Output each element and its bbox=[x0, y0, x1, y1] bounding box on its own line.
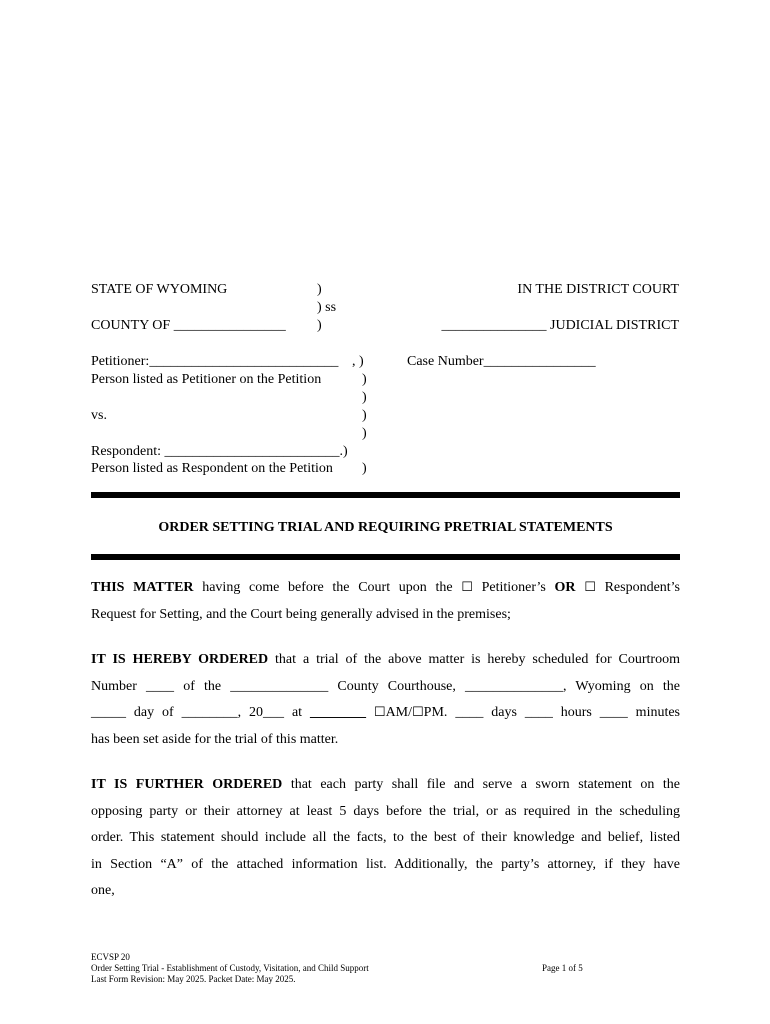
paragraph-line: in Section “A” of the attached information list. Additionally, the party’s attorney, if they have bbox=[91, 856, 680, 872]
bold-lead: IT IS FURTHER ORDERED bbox=[91, 777, 283, 792]
respondent-line bbox=[91, 443, 348, 461]
judicial-district-label: _______________ JUDICIAL DISTRICT bbox=[441, 318, 679, 333]
time-blank: ________ bbox=[309, 705, 366, 720]
text-run: that a trial of the above matter is hereby scheduled for Courtroom bbox=[268, 652, 680, 667]
document-title: ORDER SETTING TRIAL AND REQUIRING PRETRIAL STATEMENTS bbox=[158, 520, 613, 535]
or-bold: OR bbox=[554, 580, 576, 595]
paragraph-line bbox=[91, 772, 680, 799]
caption-paren: ) bbox=[362, 461, 367, 476]
petitioner-line bbox=[91, 353, 338, 371]
footer-page-number: Page 1 of 5 bbox=[542, 963, 583, 973]
bold-lead: IT IS HEREBY ORDERED bbox=[91, 652, 269, 667]
versus-label: vs. bbox=[91, 408, 107, 423]
text-run: Respondent’s bbox=[595, 580, 681, 595]
text-run: PM. ____ days ____ hours ____ minutes bbox=[423, 705, 681, 720]
paragraph-line: order. This statement should include all the facts, to the best of their knowledge and belief, listed bbox=[91, 830, 680, 845]
paragraph-line bbox=[91, 575, 680, 602]
state-label: STATE OF WYOMING bbox=[91, 282, 228, 297]
respondent-note: Person listed as Respondent on the Petition bbox=[91, 461, 333, 476]
paragraph-hereby-ordered bbox=[91, 647, 680, 753]
title-rule-bottom bbox=[91, 554, 680, 560]
text-run: that each party shall file and serve a sworn statement on the bbox=[282, 777, 680, 792]
petitioner-label: Petitioner: bbox=[91, 354, 150, 369]
footer-revision: Last Form Revision: May 2025. Packet Date: May 2025. bbox=[91, 974, 296, 984]
text-run: _____ day of ________, 20___ at bbox=[91, 705, 310, 720]
text-run: having come before the Court upon the bbox=[193, 580, 462, 595]
caption-paren: ) bbox=[362, 426, 367, 441]
paragraph-line: opposing party or their attorney at least 5 days before the trial, or as required in the scheduling bbox=[91, 803, 680, 819]
caption-paren: ) bbox=[317, 282, 322, 297]
county-label: COUNTY OF ________________ bbox=[91, 318, 286, 333]
text-run: Petitioner’s bbox=[472, 580, 555, 595]
respondent-blank: _________________________ bbox=[164, 444, 340, 459]
paragraph-line bbox=[91, 700, 680, 727]
am-checkbox[interactable]: ☐ bbox=[373, 705, 386, 720]
petitioner-blank: ___________________________ bbox=[149, 354, 339, 369]
paragraph-line: has been set aside for the trial of this matter. bbox=[91, 731, 339, 747]
respondent-label: Respondent: bbox=[91, 444, 165, 459]
paragraph-line: Number ____ of the ______________ County Courthouse, ______________, Wyoming on the bbox=[91, 678, 680, 694]
petitioner-paren: , ) bbox=[352, 354, 364, 369]
footer-form-id: ECVSP 20 bbox=[91, 952, 130, 962]
case-number-label: Case Number________________ bbox=[407, 354, 596, 369]
respondent-paren: .) bbox=[339, 444, 348, 459]
caption-paren: ) bbox=[317, 318, 322, 333]
paragraph-line: one, bbox=[91, 883, 115, 898]
ss-marker: ) ss bbox=[317, 300, 337, 315]
caption-paren: ) bbox=[362, 408, 367, 423]
pm-checkbox[interactable]: ☐ bbox=[412, 705, 424, 720]
paragraph-this-matter bbox=[91, 575, 680, 628]
court-label: IN THE DISTRICT COURT bbox=[517, 282, 679, 297]
text-run: AM/ bbox=[385, 705, 413, 720]
petitioner-note: Person listed as Petitioner on the Petition bbox=[91, 372, 322, 387]
caption-paren: ) bbox=[362, 372, 367, 387]
paragraph-line bbox=[91, 647, 680, 674]
footer-form-title: Order Setting Trial - Establishment of Custody, Visitation, and Child Support bbox=[91, 963, 369, 973]
paragraph-line: Request for Setting, and the Court being generally advised in the premises; bbox=[91, 606, 511, 622]
caption-paren: ) bbox=[362, 390, 367, 405]
petitioner-checkbox[interactable]: ☐ bbox=[461, 580, 473, 595]
paragraph-further-ordered bbox=[91, 772, 680, 905]
text-run bbox=[366, 705, 374, 720]
respondent-checkbox[interactable]: ☐ bbox=[584, 580, 596, 595]
title-rule-top bbox=[91, 492, 680, 498]
bold-lead: THIS MATTER bbox=[91, 580, 194, 595]
